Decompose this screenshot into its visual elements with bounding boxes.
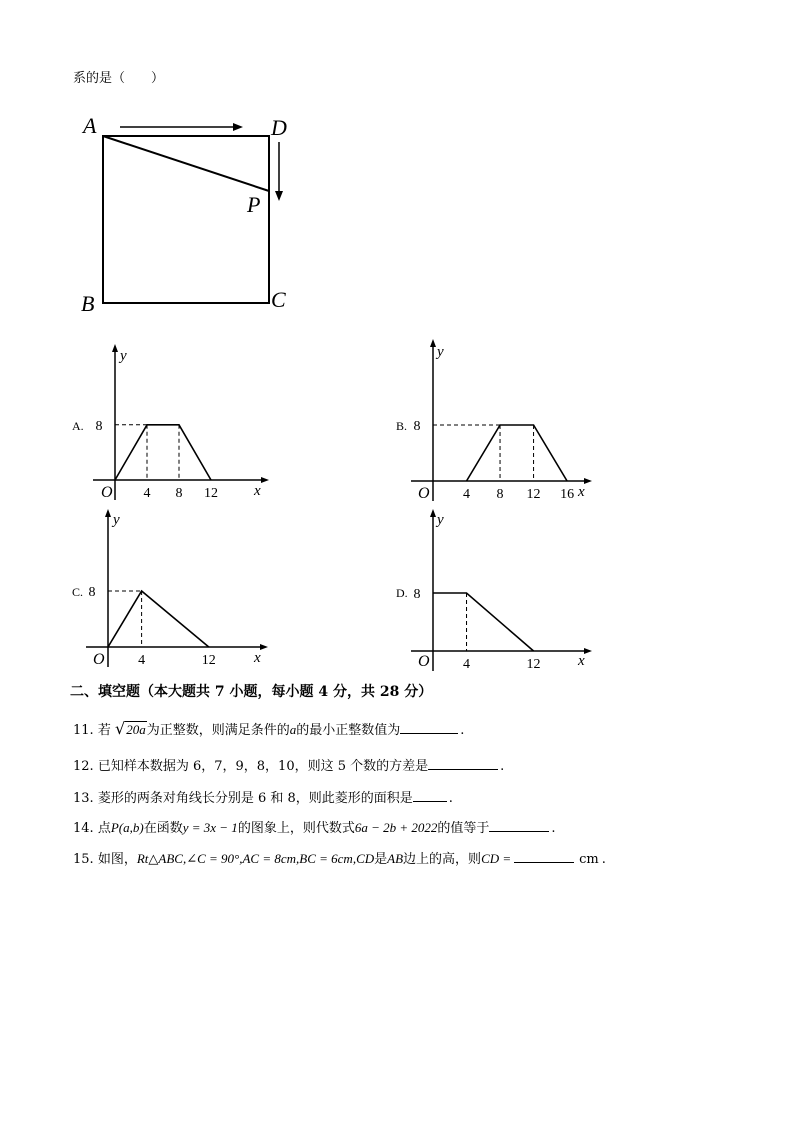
y-tick-label-2: 8 — [88, 585, 96, 600]
x-tick-label-0-2: 12 — [204, 486, 218, 501]
x-tick-label-1-1: 8 — [496, 487, 504, 502]
y-tick-label-1: 8 — [413, 419, 421, 434]
label-c: C — [271, 287, 286, 312]
option-letter-0: A. — [72, 419, 84, 433]
y-axis-arrow-1 — [430, 339, 436, 347]
question-15: 15. 如图，Rt△ABC,∠C = 90°,AC = 8cm,BC = 6cm,CD是AB边上的高，则CD = cm . — [73, 851, 606, 867]
series-line-2 — [108, 591, 209, 647]
y-label-0: y — [120, 348, 127, 364]
q15-number: 15. — [73, 852, 94, 867]
x-tick-label-3-1: 12 — [526, 657, 541, 672]
label-p: P — [247, 192, 261, 217]
question-13: 13. 菱形的两条对角线长分别是 6 和 8，则此菱形的面积是 . — [73, 791, 453, 806]
x-axis-arrow-2 — [260, 644, 268, 650]
option-letter-3: D. — [396, 586, 408, 600]
q14-answer-blank[interactable] — [489, 819, 549, 832]
y-axis-arrow-0 — [112, 344, 118, 352]
x-label-2: x — [254, 650, 261, 666]
series-line-0 — [115, 425, 211, 480]
x-label-3: x — [578, 653, 585, 669]
q14-number: 14. — [73, 821, 94, 836]
question-12: 12. 已知样本数据为 6，7，9，8，10，则这 5 个数的方差是 . — [73, 759, 505, 774]
x-label-0: x — [254, 483, 261, 499]
origin-label-2: O — [93, 651, 105, 668]
option-letter-1: B. — [396, 419, 408, 433]
x-tick-label-2-0: 4 — [138, 653, 146, 668]
label-b: B — [81, 291, 95, 316]
x-tick-label-0-0: 4 — [143, 486, 151, 501]
label-a: A — [83, 113, 97, 138]
q11-number: 11. — [73, 723, 94, 738]
y-tick-label-3: 8 — [413, 587, 421, 602]
y-axis-arrow-3 — [430, 509, 436, 517]
question-14: 14. 点P(a,b)在函数y = 3x − 1的图象上，则代数式6a − 2b + 2022的值等于 . — [73, 820, 556, 836]
question-11: 11. 若 √20a为正整数，则满足条件的a的最小正整数值为 . — [73, 719, 465, 738]
option-letter-2: C. — [72, 585, 84, 599]
origin-label-0: O — [101, 484, 113, 501]
q13-answer-blank[interactable] — [413, 789, 447, 802]
question-tail: 系的是（ ） — [73, 71, 165, 86]
x-tick-label-1-2: 12 — [526, 487, 541, 502]
y-axis-arrow-2 — [105, 509, 111, 517]
x-tick-label-1-0: 4 — [463, 487, 471, 502]
y-tick-label-0: 8 — [95, 418, 103, 434]
x-label-1: x — [578, 484, 585, 500]
x-tick-label-3-0: 4 — [463, 657, 471, 672]
q12-number: 12. — [73, 759, 94, 774]
q11-answer-blank[interactable] — [400, 721, 458, 734]
y-label-2: y — [113, 512, 120, 528]
origin-label-1: O — [418, 485, 430, 502]
origin-label-3: O — [418, 653, 430, 670]
x-tick-label-0-1: 8 — [175, 486, 183, 501]
section-heading: 二、填空题（本大题共 7 小题，每小题 4 分，共 28 分） — [70, 684, 433, 700]
series-line-3 — [433, 593, 534, 651]
x-axis-arrow-1 — [584, 478, 592, 484]
x-tick-label-1-3: 16 — [560, 487, 575, 502]
y-label-3: y — [437, 512, 444, 528]
x-axis-arrow-3 — [584, 648, 592, 654]
q12-answer-blank[interactable] — [428, 757, 498, 770]
x-axis-arrow-0 — [261, 477, 269, 483]
label-d: D — [271, 115, 287, 140]
q11-root: √20a — [114, 719, 146, 738]
q13-number: 13. — [73, 791, 94, 806]
q15-answer-blank[interactable] — [514, 850, 574, 863]
y-label-1: y — [437, 344, 444, 360]
series-line-1 — [467, 425, 568, 481]
x-tick-label-2-1: 12 — [201, 653, 216, 668]
